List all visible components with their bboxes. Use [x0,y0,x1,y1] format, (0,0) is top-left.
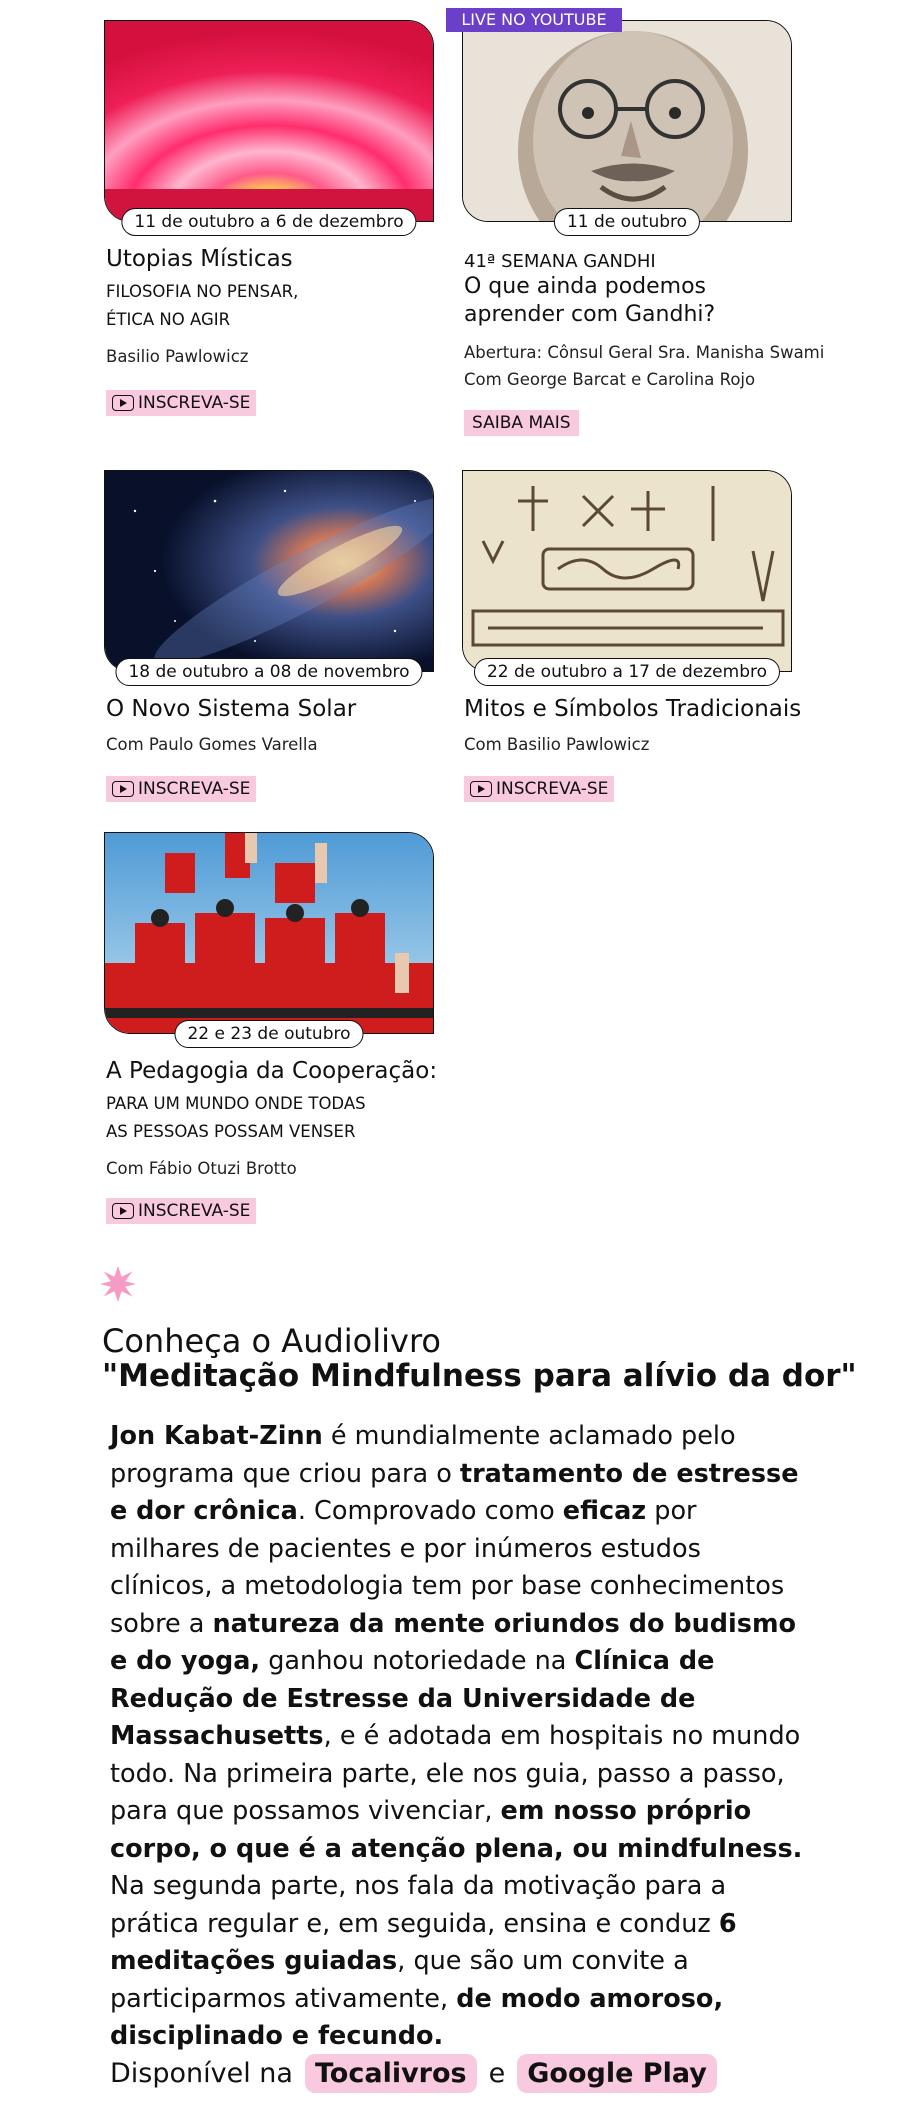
human-tower-image [105,833,434,1034]
desc-segment: Clínica de Redução de Estresse da Universidade de Massachusetts [110,1646,715,1751]
play-icon [112,781,134,797]
event-card-utopias[interactable] [104,20,434,413]
desc-segment: . Comprovado como [297,1496,563,1526]
event-author: Com Fábio Otuzi Brotto [106,1159,297,1178]
event-author: Basilio Pawlowicz [106,347,249,366]
audiobook-description [110,1418,810,2056]
sunrise-painting-image [105,21,434,222]
event-image-human-tower[interactable] [104,832,434,1034]
play-icon [112,1203,134,1219]
subscribe-button[interactable] [464,776,614,802]
event-title: Utopias Místicas [106,246,293,272]
event-date: 11 de outubro [554,208,700,236]
desc-segment: em nosso próprio corpo, o que é a atenção plena, ou mindfulness. [110,1796,803,1864]
desc-segment: Jon Kabat-Zinn [110,1421,323,1451]
subscribe-button[interactable] [106,390,256,416]
event-title-line1: O que ainda podemos [464,274,706,299]
desc-segment: , e é adotada em hospitais no mundo todo. Na primeira parte, ele nos guia, passo a passo, para que possamos vivenciar, [110,1721,801,1826]
audiobook-heading-title: "Meditação Mindfulness para alívio da dor" [102,1358,857,1394]
event-author: Com Basilio Pawlowicz [464,735,650,754]
subscribe-label: INSCREVA-SE [496,779,609,799]
event-date: 22 e 23 de outubro [174,1020,363,1048]
availability-row [110,2054,717,2093]
event-author: Com Paulo Gomes Varella [106,735,318,754]
event-date: 18 de outubro a 08 de novembro [115,658,422,686]
event-image-gandhi[interactable] [462,20,792,222]
conjunction-text: e [488,2058,506,2089]
event-card-gandhi[interactable] [462,20,825,433]
subscribe-label: INSCREVA-SE [138,1201,251,1221]
event-image-sunrise[interactable] [104,20,434,222]
desc-segment: , que são um convite a participarmos ativamente, [110,1946,689,2014]
event-date: 11 de outubro a 6 de dezembro [121,208,416,236]
event-title: A Pedagogia da Cooperação: [106,1058,438,1084]
subscribe-label: INSCREVA-SE [138,393,251,413]
event-subtitle-line1: FILOSOFIA NO PENSAR, [106,282,299,301]
event-subtitle-line2: ÉTICA NO AGIR [106,310,231,329]
event-card-cooperation[interactable] [104,832,438,1221]
learn-more-button[interactable]: SAIBA MAIS [464,410,579,436]
event-title: O Novo Sistema Solar [106,696,357,722]
desc-segment: por milhares de pacientes e por inúmeros estudos clínicos, a metodologia tem por base conhecimentos sobre a [110,1496,785,1639]
desc-segment: Na segunda parte, nos fala da motivação para a prática regular e, em seguida, ensina e conduz [110,1871,727,1939]
star-icon [100,1266,136,1302]
ancient-symbols-image [463,471,792,672]
desc-segment: 6 meditações guiadas [110,1908,737,1976]
event-date: 22 de outubro a 17 de dezembro [474,658,780,686]
google-play-link[interactable]: Google Play [517,2054,717,2093]
desc-segment: tratamento de estresse e dor crônica [110,1458,799,1526]
play-icon [470,781,492,797]
desc-segment: é mundialmente aclamado pelo programa que criou para o [110,1421,736,1489]
event-card-myths-symbols[interactable] [462,470,802,799]
available-label: Disponível na [110,2058,293,2089]
desc-segment: eficaz [562,1496,647,1526]
subscribe-button[interactable] [106,1198,256,1224]
desc-segment: natureza da mente oriundos do budismo e do yoga, [110,1608,797,1676]
audiobook-heading-intro: Conheça o Audiolivro [102,1322,441,1360]
tocalivros-link[interactable]: Tocalivros [305,2054,477,2093]
subscribe-label: INSCREVA-SE [138,779,251,799]
event-subtitle-line1: PARA UM MUNDO ONDE TODAS [106,1094,366,1113]
event-kicker: 41ª SEMANA GANDHI [464,251,656,272]
event-subtitle-line2: AS PESSOAS POSSAM VENSER [106,1122,356,1141]
subscribe-button[interactable] [106,776,256,802]
live-youtube-badge: LIVE NO YOUTUBE [446,8,622,32]
event-title-line2: aprender com Gandhi? [464,302,716,327]
desc-segment: ganhou notoriedade na [260,1646,575,1676]
galaxy-image [105,471,434,672]
play-icon [112,395,134,411]
event-author-line1: Abertura: Cônsul Geral Sra. Manisha Swami [464,343,825,362]
event-image-galaxy[interactable] [104,470,434,672]
gandhi-portrait-image [463,21,792,222]
event-title: Mitos e Símbolos Tradicionais [464,696,802,722]
event-card-solar-system[interactable] [104,470,434,799]
event-author-line2: Com George Barcat e Carolina Rojo [464,370,756,389]
desc-segment: de modo amoroso, disciplinado e fecundo. [110,1983,724,2051]
event-image-symbols[interactable] [462,470,792,672]
